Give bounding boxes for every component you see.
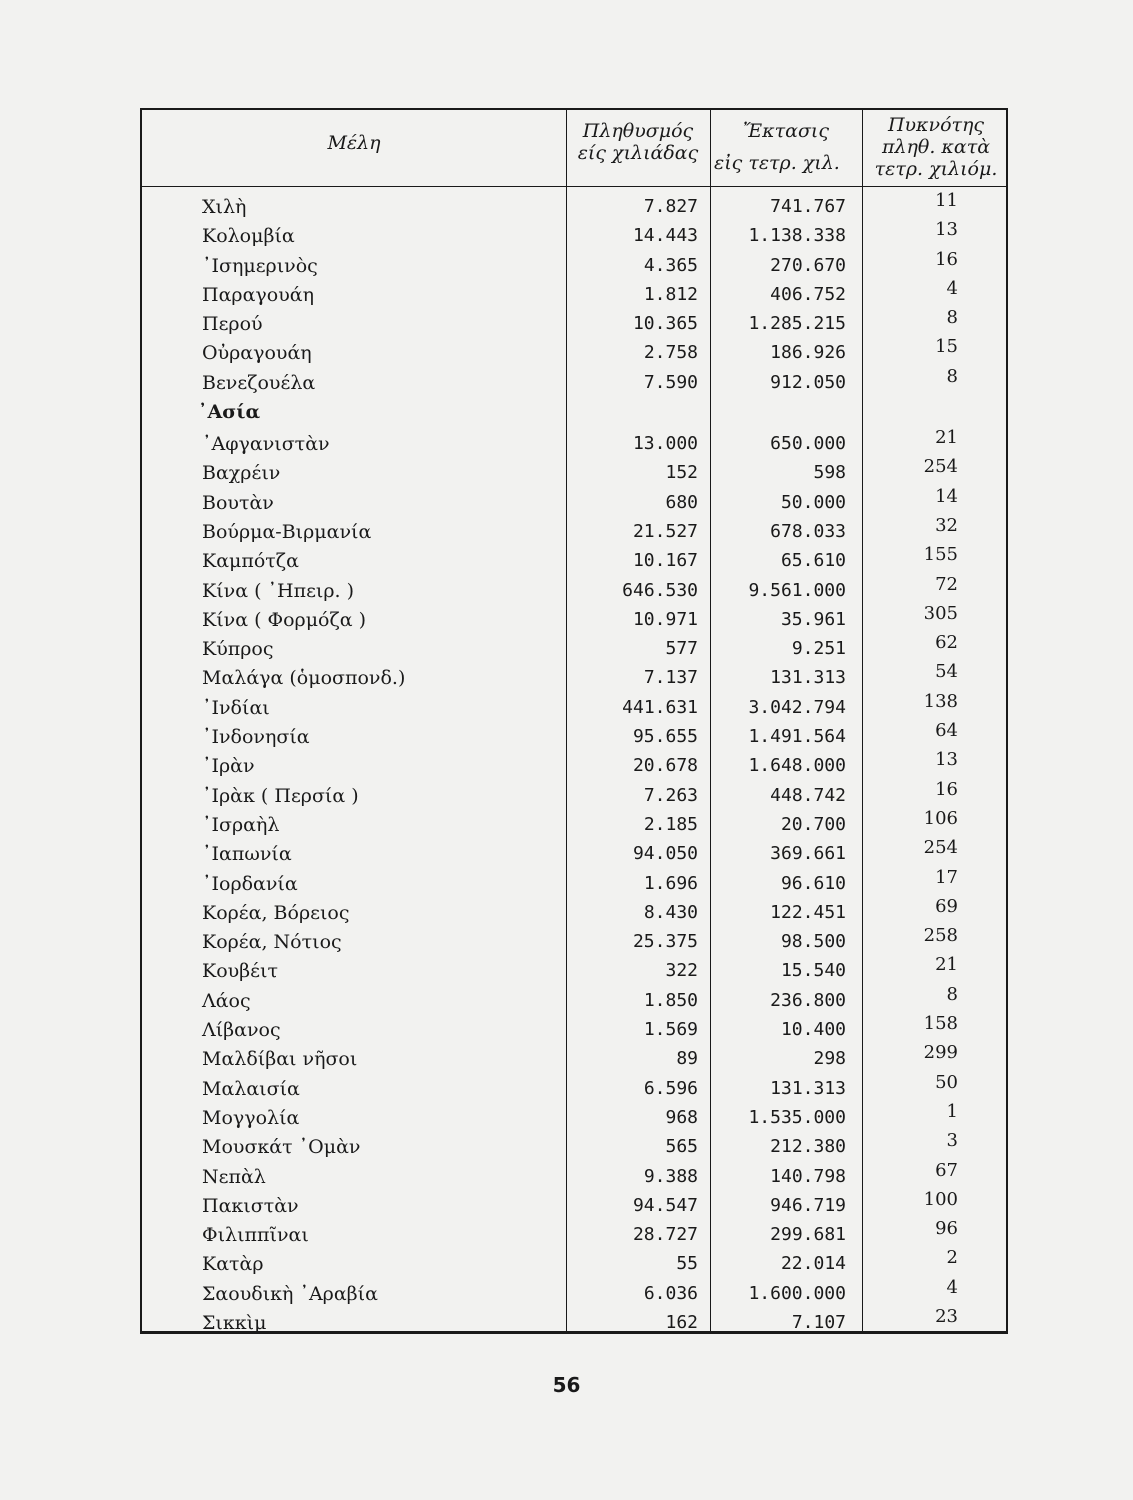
density-cell: 13 [935, 219, 958, 241]
area-cell: 270.670 [770, 254, 846, 276]
density-cell: 32 [935, 514, 958, 536]
area-cell: 9.561.000 [748, 579, 846, 601]
population-cell: 565 [665, 1136, 698, 1158]
density-cell: 21 [935, 954, 958, 976]
member-name-cell: Οὐραγουάη [202, 342, 312, 365]
density-cell: 14 [935, 485, 958, 507]
area-cell: 1.535.000 [748, 1106, 846, 1128]
density-cell: 16 [935, 248, 958, 270]
statistics-table [140, 108, 1008, 1334]
header-members-label: Μέλη [327, 132, 381, 154]
area-cell: 650.000 [770, 433, 846, 455]
area-cell: 22.014 [780, 1253, 846, 1275]
table-row [142, 839, 1006, 868]
table-body [142, 192, 1006, 1337]
table-row [142, 248, 1006, 280]
table-row [142, 983, 1006, 1015]
population-cell: 1.850 [643, 989, 698, 1011]
table-row [142, 514, 1006, 546]
population-cell: 6.036 [643, 1282, 698, 1304]
table-row [142, 1100, 1006, 1132]
table-row [142, 778, 1006, 810]
member-name-cell: ᾽Ασία [198, 401, 261, 424]
area-cell: 1.491.564 [748, 726, 846, 748]
member-name-cell: Κουβέιτ [202, 960, 278, 983]
member-name-cell: Κατὰρ [202, 1253, 264, 1276]
member-name-cell: ᾽Ινδονησία [202, 726, 310, 749]
population-cell: 95.655 [632, 726, 698, 748]
population-cell: 25.375 [632, 931, 698, 953]
table-row [142, 365, 1006, 397]
density-cell: 155 [923, 544, 958, 566]
density-cell: 1 [946, 1100, 958, 1122]
population-cell: 162 [665, 1311, 698, 1333]
population-cell: 1.812 [643, 283, 698, 305]
population-cell: 441.631 [622, 696, 698, 718]
member-name-cell: Βουτὰν [202, 491, 274, 514]
member-name-cell: ᾽Ιαπωνία [202, 843, 292, 866]
population-cell: 7.827 [643, 196, 698, 217]
table-row [142, 458, 1006, 487]
header-area-line2: εἰς τετρ. χιλ. [714, 152, 840, 174]
population-cell: 577 [665, 638, 698, 660]
header-population-line1: Πληθυσμός [582, 120, 694, 142]
table-row [142, 634, 1006, 663]
page-number: 56 [552, 1373, 581, 1397]
member-name-cell: Κολομβία [202, 225, 295, 248]
header-density-line3: τετρ. χιλιόμ. [874, 158, 998, 180]
table-row [142, 309, 1006, 338]
density-cell: 13 [935, 749, 958, 771]
member-name-cell: Περού [202, 313, 263, 336]
population-cell: 7.590 [643, 371, 698, 393]
area-cell: 10.400 [780, 1019, 846, 1041]
population-cell: 7.137 [643, 667, 698, 689]
member-name-cell: Καμπότζα [202, 550, 299, 573]
table-row [142, 429, 1006, 458]
population-cell: 6.596 [643, 1077, 698, 1099]
area-cell: 122.451 [770, 901, 846, 923]
member-name-cell: ᾽Αφγανιστὰν [202, 433, 330, 456]
table-row [142, 1220, 1006, 1249]
table-row [142, 1188, 1006, 1220]
table-row [142, 602, 1006, 634]
table-row [142, 485, 1006, 517]
area-cell: 369.661 [770, 843, 846, 865]
header-population [566, 120, 710, 196]
table-row [142, 338, 1006, 367]
population-cell: 1.569 [643, 1019, 698, 1041]
area-cell: 15.540 [780, 960, 846, 982]
member-name-cell: Μογγολία [202, 1106, 300, 1129]
member-name-cell: Κίνα ( Φορμόζα ) [202, 608, 367, 631]
section-heading-row [142, 397, 1006, 429]
member-name-cell: ᾽Ιρὰκ ( Περσία ) [202, 784, 359, 807]
population-cell: 94.547 [632, 1194, 698, 1216]
table-row [142, 1305, 1006, 1337]
population-cell: 20.678 [632, 755, 698, 777]
population-cell: 646.530 [622, 579, 698, 601]
population-cell: 152 [665, 462, 698, 484]
member-name-cell: Βενεζουέλα [202, 371, 316, 394]
table-row [142, 1044, 1006, 1073]
header-area [710, 120, 862, 196]
population-cell: 89 [676, 1048, 698, 1070]
density-cell: 62 [935, 632, 958, 654]
area-cell: 406.752 [770, 283, 846, 305]
table-row [142, 1071, 1006, 1103]
density-cell: 67 [935, 1159, 958, 1181]
area-cell: 299.681 [770, 1224, 846, 1246]
density-cell: 254 [923, 456, 958, 478]
table-row [142, 956, 1006, 985]
area-cell: 131.313 [770, 1077, 846, 1099]
density-cell: 69 [935, 895, 958, 917]
density-cell: 106 [923, 807, 958, 829]
density-cell: 21 [935, 427, 958, 449]
table-row [142, 192, 1006, 221]
table-row [142, 866, 1006, 898]
density-cell: 4 [946, 277, 958, 299]
table-row [142, 1132, 1006, 1161]
density-cell: 3 [946, 1130, 958, 1152]
population-cell: 10.365 [632, 313, 698, 335]
header-density-line2: πληθ. κατὰ [881, 136, 991, 158]
header-density-line1: Πυκνότης [887, 114, 985, 136]
member-name-cell: Χιλὴ [202, 196, 247, 218]
area-cell: 598 [813, 462, 846, 484]
table-row [142, 895, 1006, 927]
area-cell: 1.648.000 [748, 755, 846, 777]
area-cell: 98.500 [780, 931, 846, 953]
population-cell: 4.365 [643, 254, 698, 276]
population-cell: 8.430 [643, 901, 698, 923]
table-row [142, 751, 1006, 780]
area-cell: 186.926 [770, 342, 846, 364]
member-name-cell: ᾽Ιρὰν [202, 755, 255, 778]
area-cell: 65.610 [780, 550, 846, 572]
area-cell: 448.742 [770, 784, 846, 806]
table-row [142, 1276, 1006, 1308]
header-density [862, 114, 1010, 190]
table-row [142, 221, 1006, 250]
density-cell: 17 [935, 866, 958, 888]
area-cell: 912.050 [770, 371, 846, 393]
population-cell: 7.263 [643, 784, 698, 806]
member-name-cell: Παραγουάη [202, 283, 314, 306]
table-row [142, 663, 1006, 692]
member-name-cell: Κύπρος [202, 638, 274, 661]
density-cell: 254 [923, 837, 958, 859]
population-cell: 28.727 [632, 1224, 698, 1246]
area-cell: 131.313 [770, 667, 846, 689]
member-name-cell: Νεπὰλ [202, 1165, 266, 1188]
density-cell: 16 [935, 778, 958, 800]
area-cell: 946.719 [770, 1194, 846, 1216]
area-cell: 3.042.794 [748, 696, 846, 718]
area-cell: 7.107 [791, 1311, 846, 1333]
density-cell: 138 [923, 690, 958, 712]
member-name-cell: Μαλαισία [202, 1077, 300, 1100]
population-cell: 94.050 [632, 843, 698, 865]
density-cell: 8 [946, 983, 958, 1005]
area-cell: 140.798 [770, 1165, 846, 1187]
density-cell: 54 [935, 661, 958, 683]
member-name-cell: Σαουδικὴ ᾽Αραβία [202, 1282, 378, 1305]
density-cell: 299 [923, 1042, 958, 1064]
member-name-cell: ᾽Ιορδανία [202, 872, 298, 895]
area-cell: 298 [813, 1048, 846, 1070]
member-name-cell: Βαχρέιν [202, 462, 281, 485]
table-row [142, 1159, 1006, 1191]
area-cell: 1.138.338 [748, 225, 846, 247]
density-cell: 8 [946, 365, 958, 387]
table-row [142, 927, 1006, 956]
area-cell: 1.285.215 [748, 313, 846, 335]
member-name-cell: Μαλάγα (ὁμοσπονδ.) [202, 667, 406, 690]
density-cell: 23 [935, 1305, 958, 1327]
density-cell: 50 [935, 1071, 958, 1093]
member-name-cell: Λάος [202, 989, 251, 1012]
member-name-cell: Φιλιππῖναι [202, 1224, 309, 1247]
area-cell: 9.251 [791, 638, 846, 660]
area-cell: 212.380 [770, 1136, 846, 1158]
density-cell: 258 [923, 925, 958, 947]
area-cell: 1.600.000 [748, 1282, 846, 1304]
header-area-line1: Ἔκτασις [742, 120, 830, 142]
header-population-line2: είς χιλιάδας [577, 142, 699, 164]
density-cell: 15 [935, 336, 958, 358]
population-cell: 968 [665, 1106, 698, 1128]
density-cell: 100 [923, 1188, 958, 1210]
table-row [142, 722, 1006, 751]
table-row [142, 1015, 1006, 1044]
population-cell: 1.696 [643, 872, 698, 894]
population-cell: 14.443 [632, 225, 698, 247]
density-cell: 2 [946, 1247, 958, 1269]
area-cell: 678.033 [770, 520, 846, 542]
population-cell: 680 [665, 491, 698, 513]
table-row [142, 546, 1006, 575]
member-name-cell: Κορέα, Νότιος [202, 931, 342, 954]
table-row [142, 1249, 1006, 1278]
population-cell: 55 [676, 1253, 698, 1275]
member-name-cell: Βούρμα-Βιρμανία [202, 520, 372, 543]
area-cell: 236.800 [770, 989, 846, 1011]
table-row [142, 277, 1006, 309]
member-name-cell: Λίβανος [202, 1019, 281, 1042]
member-name-cell: Κορέα, Βόρειος [202, 901, 350, 924]
table-row [142, 573, 1006, 605]
member-name-cell: ᾽Ινδίαι [202, 696, 270, 719]
population-cell: 13.000 [632, 433, 698, 455]
area-cell: 741.767 [770, 196, 846, 217]
area-cell: 96.610 [780, 872, 846, 894]
density-cell: 8 [946, 307, 958, 329]
area-cell: 20.700 [780, 813, 846, 835]
population-cell: 2.185 [643, 813, 698, 835]
member-name-cell: Κίνα ( ᾽Ηπειρ. ) [202, 579, 355, 602]
population-cell: 322 [665, 960, 698, 982]
population-cell: 9.388 [643, 1165, 698, 1187]
member-name-cell: Μαλδίβαι νῆσοι [202, 1048, 358, 1071]
table-row [142, 690, 1006, 722]
density-cell: 64 [935, 720, 958, 742]
density-cell: 4 [946, 1276, 958, 1298]
area-cell: 50.000 [780, 491, 846, 513]
density-cell: 305 [923, 602, 958, 624]
density-cell: 72 [935, 573, 958, 595]
density-cell: 96 [935, 1218, 958, 1240]
population-cell: 2.758 [643, 342, 698, 364]
population-cell: 10.971 [632, 608, 698, 630]
member-name-cell: ᾽Ισημερινὸς [202, 254, 318, 277]
area-cell: 35.961 [780, 608, 846, 630]
density-cell: 11 [935, 190, 958, 211]
table-row [142, 807, 1006, 839]
population-cell: 10.167 [632, 550, 698, 572]
member-name-cell: Πακιστὰν [202, 1194, 299, 1217]
member-name-cell: Μουσκάτ ᾽Ομὰν [202, 1136, 361, 1159]
density-cell: 158 [923, 1013, 958, 1035]
population-cell: 21.527 [632, 520, 698, 542]
member-name-cell: ᾽Ισραὴλ [202, 813, 280, 836]
member-name-cell: Σικκὶμ [202, 1311, 267, 1334]
